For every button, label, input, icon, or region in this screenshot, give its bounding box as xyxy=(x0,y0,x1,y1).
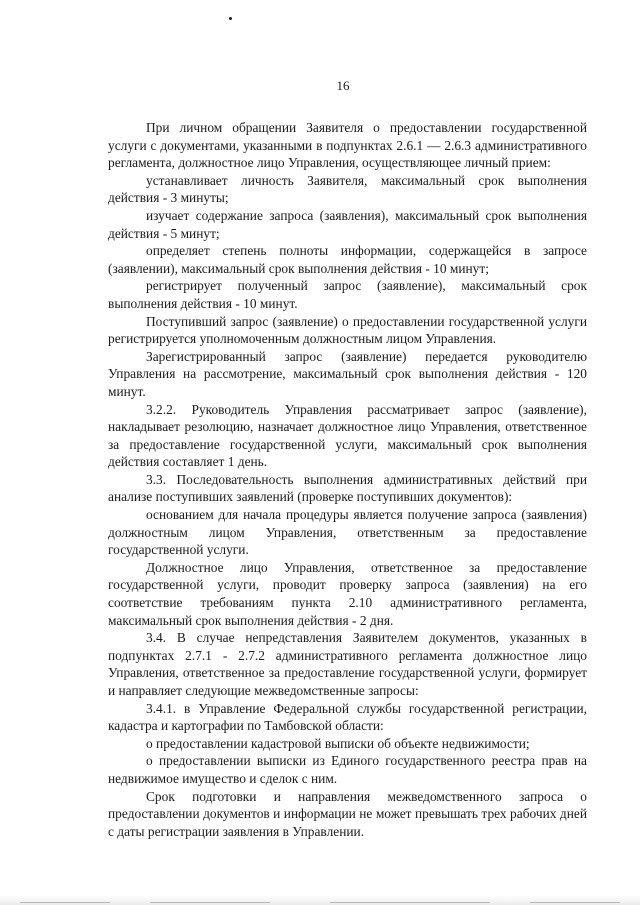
paragraph-registry-extract: о предоставлении выписки из Единого государственного реестра прав на недвижимое имущество и сделок с ним. xyxy=(108,753,587,786)
scan-edge-mark xyxy=(20,902,110,903)
paragraph-3-3: 3.3. Последовательность выполнения административных действий при анализе поступивших заявлений (проверке поступивших документов): xyxy=(108,471,587,505)
paragraph-personal-appeal: При личном обращении Заявителя о предоставлении государственной услуги с документами, указанными в подпунктах 2.6.1 — 2.6.3 административного регламента, должностное лицо Управления, осуществляющее личный прием: xyxy=(108,120,587,171)
paragraph-3-4-1: 3.4.1. в Управление Федеральной службы государственной регистрации, кадастра и картографии по Тамбовской области: xyxy=(108,700,587,734)
paragraph-check-completeness: определяет степень полноты информации, содержащейся в запросе (заявлении), максимальный срок выполнения действия - 10 минут; xyxy=(108,243,587,276)
scan-bottom-edge xyxy=(0,895,640,905)
page-number: 16 xyxy=(336,78,350,93)
paragraph-identify-applicant: устанавливает личность Заявителя, максимальный срок выполнения действия - 3 минуты; xyxy=(108,172,587,206)
paragraph-request-deadline: Срок подготовки и направления межведомственного запроса о предоставлении документов и информации не может превышать трех рабочих дней с даты регистрации заявления в Управлении. xyxy=(108,788,587,839)
scan-edge-mark xyxy=(530,902,620,903)
paragraph-study-request: изучает содержание запроса (заявления), максимальный срок выполнения действия - 5 минут; xyxy=(108,207,587,241)
paragraph-3-4: 3.4. В случае непредставления Заявителем документов, указанных в подпунктах 2.7.1 - 2.7.2 административного регламента должностное лицо Управления, ответственное за предоставление государственной услуги, формирует и направляет следующие межведомственные запросы: xyxy=(108,630,587,698)
paragraph-3-2-2: 3.2.2. Руководитель Управления рассматривает запрос (заявление), накладывает резолюцию, назначает должностное лицо Управления, ответственное за предоставление государственной услуги, максимальный срок выполнения действия составляет 1 день. xyxy=(108,401,587,470)
scan-edge-mark xyxy=(150,902,270,903)
paragraph-official-check: Должностное лицо Управления, ответственное за предоставление государственной услуги, проводит проверку запроса (заявления) на его соответствие требованиям пункта 2.10 административного регламента, максимальный срок выполнения действия - 2 дня. xyxy=(108,559,587,628)
paragraph-cadastral-extract: о предоставлении кадастровой выписки об объекте недвижимости; xyxy=(146,735,530,751)
paragraph-procedure-basis: основанием для начала процедуры является получение запроса (заявления) должностным лицом Управления, ответственным за предоставление государственной услуги. xyxy=(108,507,587,558)
scan-edge-mark xyxy=(330,902,490,903)
paragraph-incoming-request: Поступивший запрос (заявление) о предоставлении государственной услуги регистрируется уполномоченным должностным лицом Управления. xyxy=(108,313,587,347)
scan-speck xyxy=(229,17,232,20)
paragraph-register-request: регистрирует полученный запрос (заявление), максимальный срок выполнения действия - 10 минут. xyxy=(108,278,587,311)
paragraph-registered-request: Зарегистрированный запрос (заявление) передается руководителю Управления на рассмотрение, максимальный срок выполнения действия - 120 минут. xyxy=(108,348,587,399)
document-body xyxy=(108,119,587,840)
